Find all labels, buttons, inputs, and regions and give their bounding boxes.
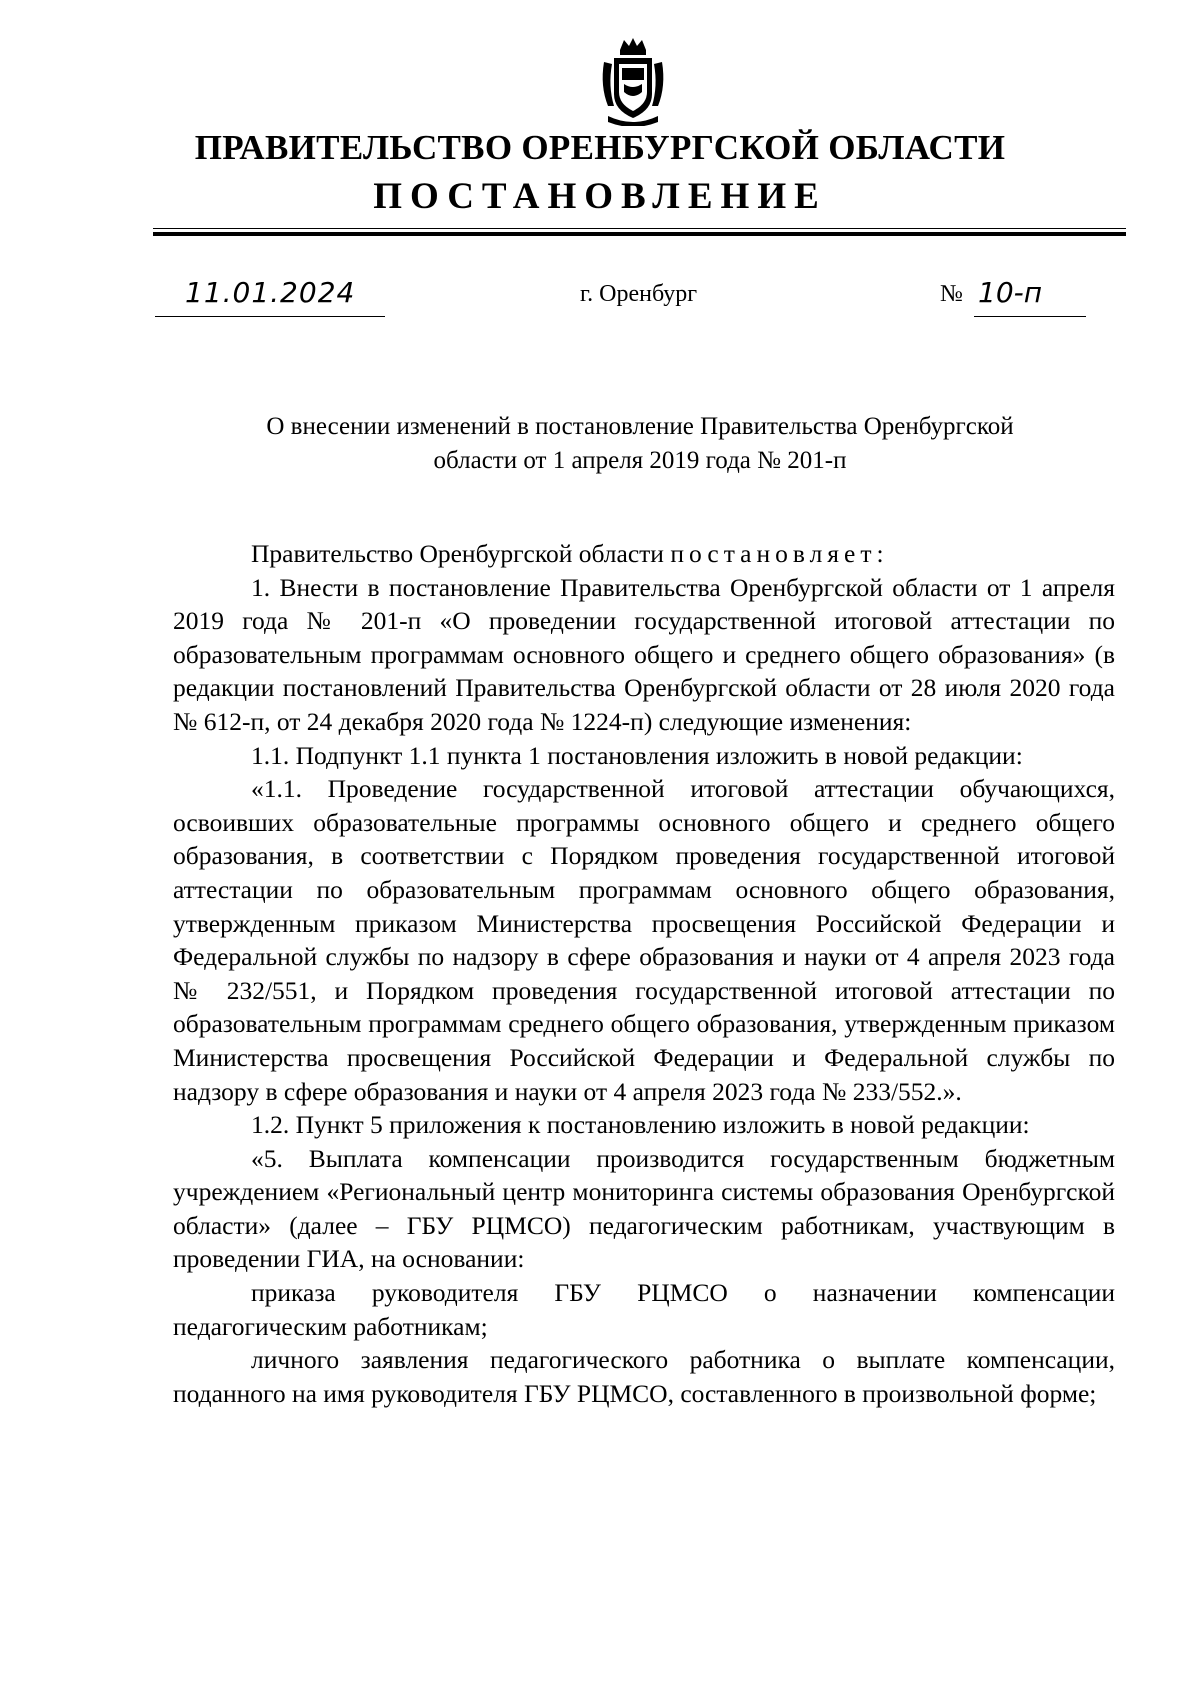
body-paragraph: личного заявления педагогического работника о выплате компенсации, поданного на имя руководителя ГБУ РЦМСО, составленного в произвольной форме; xyxy=(173,1345,1115,1408)
subject-line: О внесении изменений в постановление Правительства Оренбургской xyxy=(266,413,1014,440)
body-paragraph: приказа руководителя ГБУ РЦМСО о назначении компенсации педагогическим работникам; xyxy=(173,1278,1115,1341)
handwritten-date: 11.01.2024 xyxy=(185,276,356,309)
body-paragraph: «5. Выплата компенсации производится государственным бюджетным учреждением «Региональный центр мониторинга системы образования Оренбургской области» (далее – ГБУ РЦМСО) педагогическим работникам, участвующим в проведении ГИА, на основании: xyxy=(173,1143,1115,1274)
intro-paragraph xyxy=(173,537,1115,571)
government-title: ПРАВИТЕЛЬСТВО ОРЕНБУРГСКОЙ ОБЛАСТИ xyxy=(194,128,1006,167)
body-paragraph: 1. Внести в постановление Правительства Оренбургской области от 1 апреля 2019 года № 201-п «О проведении государственной итоговой аттестации по образовательным программам основного общего и среднего общего образования» (в редакции постановлений Правительства Оренбургской области от 28 июля 2020 года № 612-п, от 24 декабря 2020 года № 1224-п) следующие изменения: xyxy=(173,572,1115,736)
coat-of-arms-icon xyxy=(598,36,668,126)
document-body xyxy=(173,537,1115,1410)
city-label: г. Оренбург xyxy=(580,281,698,307)
intro-prefix: Правительство Оренбургской области xyxy=(251,539,664,568)
document-type-title: ПОСТАНОВЛЕНИЕ xyxy=(373,176,827,217)
number-field xyxy=(974,276,1086,317)
number-sign: № xyxy=(940,281,963,307)
body-paragraph: 1.1. Подпункт 1.1 пункта 1 постановления изложить в новой редакции: xyxy=(251,740,1023,770)
header-divider-thick xyxy=(153,232,1126,236)
header-divider-thin xyxy=(153,228,1126,229)
subject-line: области от 1 апреля 2019 года № 201-п xyxy=(433,447,847,474)
body-paragraph: 1.2. Пункт 5 приложения к постановлению изложить в новой редакции: xyxy=(251,1110,1030,1140)
intro-verb: постановляет: xyxy=(670,539,889,568)
date-field xyxy=(155,276,385,317)
body-paragraph: «1.1. Проведение государственной итоговой аттестации обучающихся, освоивших образовательные программы основного общего и среднего общего образования, в соответствии с Порядком проведения государственной итоговой аттестации по образовательным программам основного общего образования, утвержденным приказом Министерства просвещения Российской Федерации и Федеральной службы по надзору в сфере образования и науки от 4 апреля 2023 года № 232/551, и Порядком проведения государственной итоговой аттестации по образовательным программам среднего общего образования, утвержденным приказом Министерства просвещения Российской Федерации и Федеральной службы по надзору в сфере образования и науки от 4 апреля 2023 года № 233/552.». xyxy=(173,774,1115,1106)
handwritten-number: 10-п xyxy=(978,276,1043,309)
document-subject xyxy=(150,410,1130,478)
